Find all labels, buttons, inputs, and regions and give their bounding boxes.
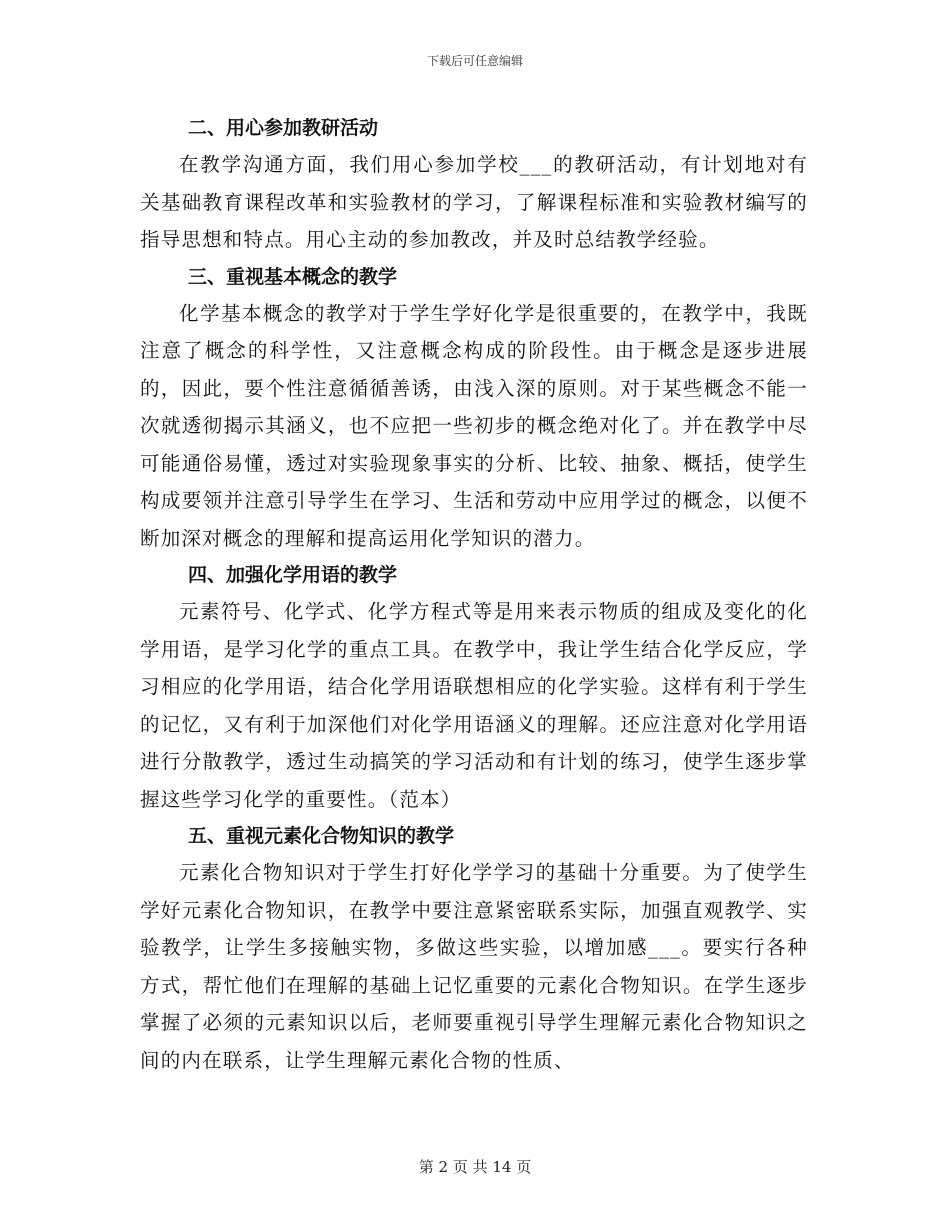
section-paragraph: 元素化合物知识对于学生打好化学学习的基础十分重要。为了使学生学好元素化合物知识，在教学中要注意紧密联系实际，加强直观教学、实验教学，让学生多接触实物，多做这些实验，以增加感___。要实行各种方式，帮忙他们在理解的基础上记忆重要的元素化合物知识。在学生逐步掌握了必须的元素知识以后，老师要重视引导学生理解元素化合物知识之间的内在联系，让学生理解元素化合物的性质、 <box>140 861 808 1072</box>
section-paragraph: 化学基本概念的教学对于学生学好化学是很重要的，在教学中，我既注意了概念的科学性，又注意概念构成的阶段性。由于概念是逐步进展的，因此，要个性注意循循善诱，由浅入深的原则。对于某些概念不能一次就透彻揭示其涵义，也不应把一些初步的概念绝对化了。并在教学中尽可能通俗易懂，透过对实验现象事实的分析、比较、抽象、概括，使学生构成要领并注意引导学生在学习、生活和劳动中应用学过的概念，以便不断加深对概念的理解和提高运用化学知识的潜力。 <box>140 301 808 550</box>
section-heading: 二、用心参加教研活动 <box>188 117 379 139</box>
page-header: 下载后可任意编辑 <box>426 54 523 68</box>
section-heading: 五、重视元素化合物知识的教学 <box>188 825 455 847</box>
section-heading: 四、加强化学用语的教学 <box>188 564 398 586</box>
section-paragraph: 元素符号、化学式、化学方程式等是用来表示物质的组成及变化的化学用语，是学习化学的重点工具。在教学中，我让学生结合化学反应，学习相应的化学用语，结合化学用语联想相应的化学实验。这样有利于学生的记忆，又有利于加深他们对化学用语涵义的理解。还应注意对化学用语进行分散教学，透过生动搞笑的学习活动和有计划的练习，使学生逐步掌握这些学习化学的重要性。（范本） <box>140 600 808 811</box>
section-paragraph: 在教学沟通方面，我们用心参加学校___的教研活动，有计划地对有关基础教育课程改革和实验教材的学习，了解课程标准和实验教材编写的指导思想和特点。用心主动的参加教改，并及时总结教学经验。 <box>140 153 808 251</box>
document-body <box>140 110 808 1079</box>
page-number: 第 2 页 共 14 页 <box>418 1158 532 1176</box>
section-heading: 三、重视基本概念的教学 <box>188 265 398 288</box>
